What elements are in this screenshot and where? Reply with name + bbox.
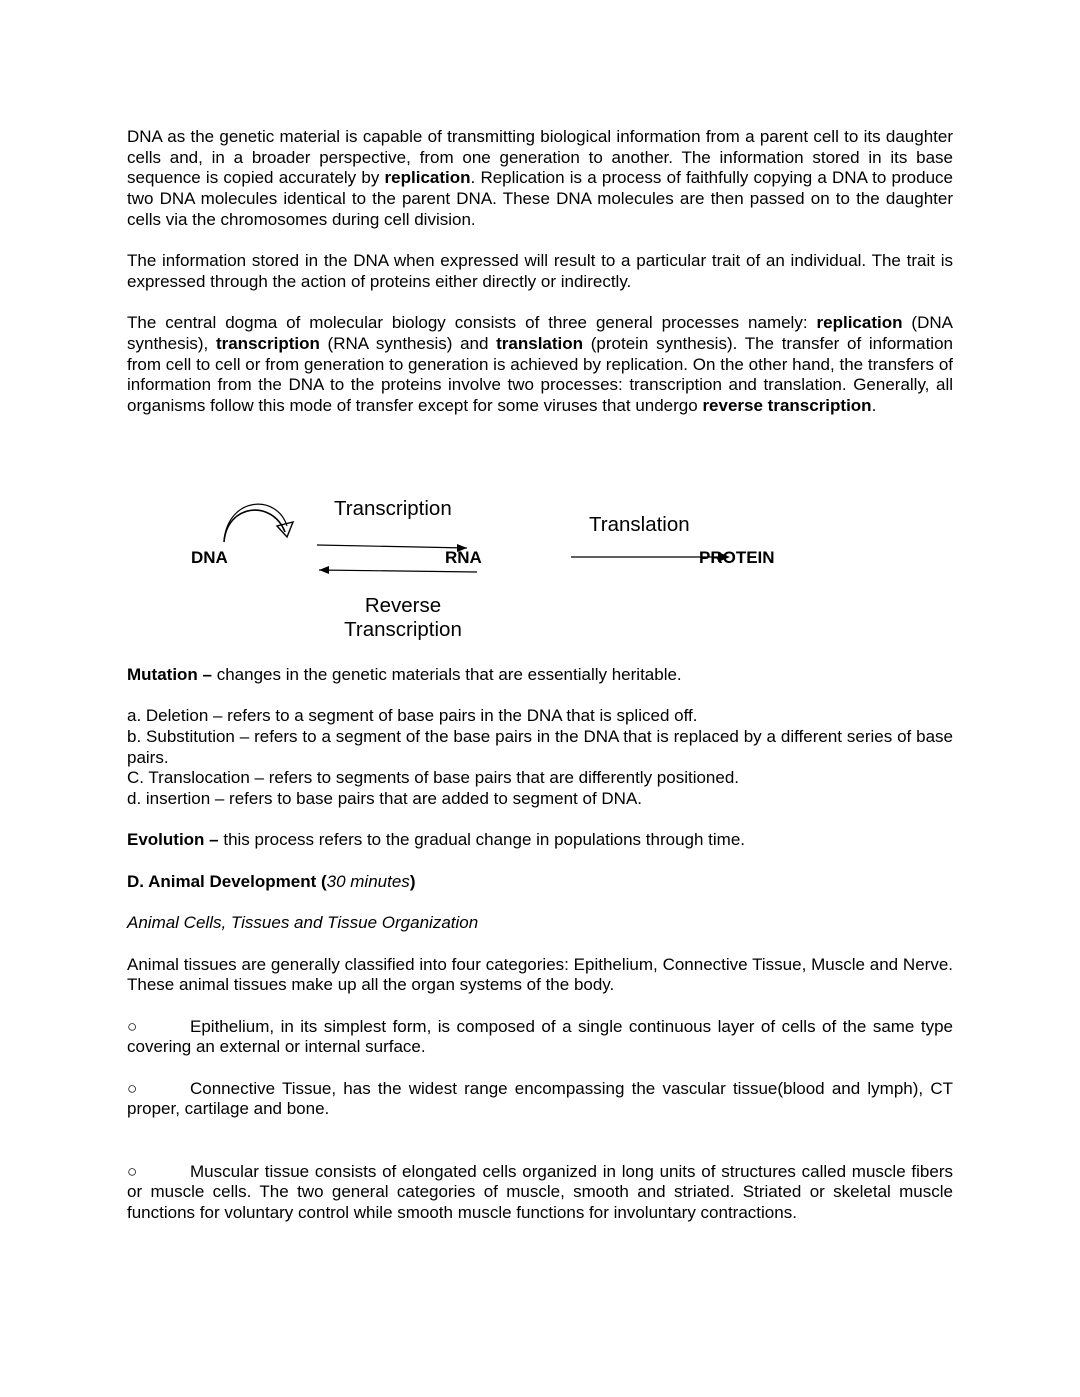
reverse-label-line2: Transcription: [344, 618, 462, 642]
bullet-item: [127, 1017, 953, 1058]
text-span: (RNA synthesis) and: [319, 334, 497, 353]
mutation-item: a. Deletion – refers to a segment of base pairs in the DNA that is spliced off.: [127, 706, 698, 726]
diagram-arrows: [127, 417, 953, 665]
intro-paragraph: [127, 127, 953, 231]
reverse-label-line1: Reverse: [364, 593, 442, 617]
subheading-text: Animal Cells, Tissues and Tissue Organization: [127, 913, 479, 933]
tissues-paragraph: Animal tissues are generally classified into four categories: Epithelium, Connective Tissue, Muscle and Nerve. These animal tissues make up all the organ systems of the body.: [127, 954, 953, 995]
heading-text: D. Animal Development (: [127, 871, 327, 891]
mutation-definition: [127, 665, 953, 686]
bold-term: transcription: [215, 334, 320, 353]
rna-label: RNA: [445, 547, 482, 567]
text-span: . Replication is a process of faithfully copying a DNA to produce two DNA molecules identical to the parent DNA. These DNA molecules are then passed on to the daughter cells via the chromosomes during cell division.: [127, 168, 953, 229]
bold-term: translation: [496, 334, 584, 353]
text-span: The central dogma of molecular biology consists of three general processes namely:: [127, 313, 817, 333]
replication-arrow: [224, 510, 285, 542]
bold-term: replication: [816, 313, 903, 333]
central-dogma-paragraph: [127, 313, 953, 417]
central-dogma-diagram: [127, 417, 953, 665]
protein-label: PROTEIN: [699, 547, 775, 567]
text-span: (DNA synthesis),: [127, 313, 953, 353]
dna-label: DNA: [191, 547, 228, 567]
reverse-transcription-arrowhead: [319, 566, 329, 574]
bold-term: replication: [384, 168, 471, 188]
bold-term: Evolution –: [127, 830, 219, 850]
reverse-transcription-arrow: [319, 570, 477, 572]
bullet-icon: ○: [127, 1161, 138, 1181]
mutation-item: C. Translocation – refers to segments of base pairs that are differently positioned.: [127, 768, 740, 788]
subheading: [127, 913, 953, 934]
bullet-text: Connective Tissue, has the widest range encompassing the vascular tissue(blood and lymph), CT proper, cartilage and bone.: [127, 1078, 953, 1119]
bullet-item: [127, 1079, 953, 1120]
bullet-icon: ○: [127, 1078, 138, 1098]
replication-arrowhead: [277, 522, 293, 537]
transcription-label: Transcription: [334, 496, 452, 520]
heading-close: ): [409, 871, 416, 891]
trait-paragraph: The information stored in the DNA when expressed will result to a particular trait of an individual. The trait is expressed through the action of proteins either directly or indirectly.: [127, 251, 953, 291]
heading-time: 30 minutes: [326, 871, 410, 891]
bullet-text: Muscular tissue consists of elongated cells organized in long units of structures called muscle fibers or muscle cells. The two general categories of muscle, smooth and striated. Striated or skeletal muscle functions for voluntary control while smooth muscle functions for involuntary contractions.: [127, 1161, 953, 1222]
text-span: changes in the genetic materials that are essentially heritable.: [212, 664, 682, 684]
mutation-item: b. Substitution – refers to a segment of the base pairs in the DNA that is replaced by a different series of base pairs.: [127, 726, 953, 767]
bullet-icon: ○: [127, 1016, 138, 1036]
translation-label: Translation: [589, 512, 690, 536]
section-heading: [127, 872, 953, 893]
text-span: .: [871, 396, 877, 416]
text-span: DNA as the genetic material is capable of transmitting biological information from a parent cell to its daughter cells and, in a broader perspective, from one generation to another. The information stored in its base sequence is copied accurately by: [127, 127, 953, 188]
reverse-transcription-label: [334, 594, 472, 643]
text-span: (protein synthesis). The transfer of information from cell to cell or from generation to generation is achieved by replication. On the other hand, the transfers of information from the DNA to the proteins involve two processes: transcription and translation. Generally, all organisms follow this mode of transfer except for some viruses that undergo: [127, 334, 953, 416]
bullet-text: Epithelium, in its simplest form, is composed of a single continuous layer of cells of the same type covering an external or internal surface.: [127, 1016, 953, 1057]
document-page: [127, 127, 953, 1224]
bold-term: reverse transcription: [702, 396, 872, 416]
text-span: this process refers to the gradual change in populations through time.: [218, 830, 745, 850]
bold-term: Mutation –: [127, 664, 212, 684]
bullet-item: [127, 1162, 953, 1224]
evolution-definition: [127, 830, 953, 851]
mutation-item: d. insertion – refers to base pairs that are added to segment of DNA.: [127, 789, 643, 809]
